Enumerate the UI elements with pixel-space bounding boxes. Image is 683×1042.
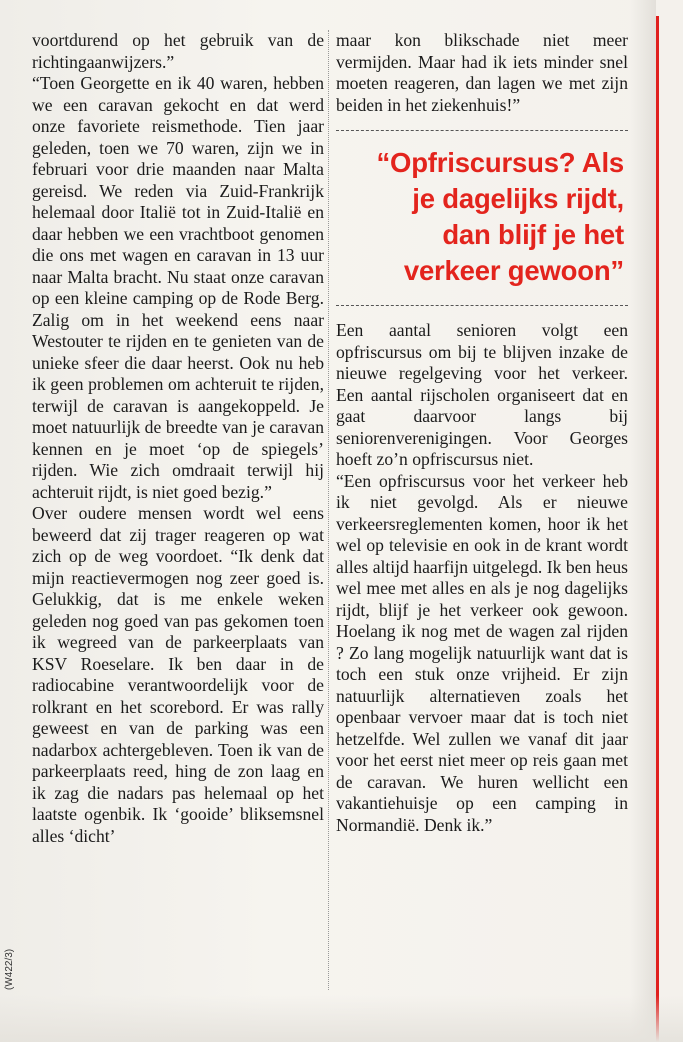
- right-paragraph-1: maar kon blikschade niet meer vermijden. Maar had ik iets minder snel moeten reageren, dan lagen we met zijn beiden in het ziekenhuis!”: [336, 30, 628, 115]
- left-paragraph-2: “Toen Georgette en ik 40 waren, hebben we een caravan gekocht en dat werd onze favoriete reismethode. Tien jaar geleden, toen we 70 waren, zijn we in februari voor drie maanden naar Malta gereisd. We reden via Zuid-Frankrijk helemaal door Italië tot in Zuid-Italië en daar hebben we een vrachtboot genomen die ons met wagen en caravan in 13 uur naar Malta bracht. Nu staat onze caravan op een kleine camping op de Rode Berg. Zalig om in het weekend eens naar Westouter te rijden en te genieten van de unieke sfeer die daar heerst. Ook nu heb ik geen problemen om achteruit te rijden, terwijl de caravan is aangekoppeld. Je moet natuurlijk de breedte van je caravan kennen en je moet ‘op de spiegels’ rijden. Wie zich omdraait terwijl hij achteruit rijdt, is niet goed bezig.”: [32, 73, 324, 502]
- right-paragraph-3: “Een opfriscursus voor het verkeer heb ik niet gevolgd. Als er nieuwe verkeersreglementen komen, hoor ik het wel op televisie en ook in de krant wordt alles altijd haarfijn uitgelegd. Ik ben heus wel mee met alles en als je nog dagelijks rijdt, blijf je het verkeer ook gewoon. Hoelang ik nog met de wagen zal rijden ? Zo lang mogelijk natuurlijk want dat is toch een stuk onze vrijheid. Er zijn natuurlijk alternatieven zoals het openbaar vervoer maar dat is toch niet hetzelfde. Wel zullen we vanaf dit jaar voor het eerst niet meer op reis gaan met de caravan. We huren wellicht een vakantiehuisje op een camping in Normandië. Denk ik.”: [336, 470, 628, 835]
- pullquote-line: je dagelijks rijdt,: [412, 183, 624, 214]
- right-column: [336, 30, 628, 836]
- pullquote-line: verkeer gewoon”: [403, 255, 624, 286]
- pullquote-bottom-rule: [336, 305, 628, 306]
- column-divider: [328, 30, 329, 990]
- pullquote-box: [336, 130, 628, 306]
- bottom-shadow: [0, 995, 683, 1042]
- right-paragraph-2: Een aantal senioren volgt een opfriscursus om bij te blijven inzake de nieuwe regelgeving voor het verkeer. Een aantal rijscholen organiseert dat en gaat daarvoor langs bij seniorenverenigingen. Voor Georges hoeft zo’n opfriscursus niet.: [336, 320, 628, 469]
- left-paragraph-3: Over oudere mensen wordt wel eens beweerd dat zij trager reageren op wat zich op de weg voordoet. “Ik denk dat mijn reactievermogen nog zeer goed is. Gelukkig, dat is me enkele weken geleden nog goed van pas gekomen toen ik wegreed van de parkeerplaats van KSV Roeselare. Ik ben daar in de radiocabine verantwoordelijk voor de rolkrant en het scorebord. Er was rally geweest en van de parking was een nadarbox achtergebleven. Toen ik van de parkeerplaats reed, hing de zon laag en ik zag die nadars pas helemaal op het laatste ogenbik. Ik ‘gooide’ bliksemsnel alles ‘dicht’: [32, 503, 324, 846]
- page-code: (W422/3): [4, 948, 15, 990]
- left-paragraph-1: voortdurend op het gebruik van de richtingaanwijzers.”: [32, 30, 324, 72]
- pullquote: [336, 131, 628, 305]
- right-edge-shadow: [630, 0, 656, 1042]
- pullquote-line: “Opfriscursus? Als: [376, 147, 624, 178]
- pullquote-line: dan blijf je het: [442, 219, 624, 250]
- red-margin-rule: [656, 16, 659, 1042]
- left-column: [32, 30, 324, 847]
